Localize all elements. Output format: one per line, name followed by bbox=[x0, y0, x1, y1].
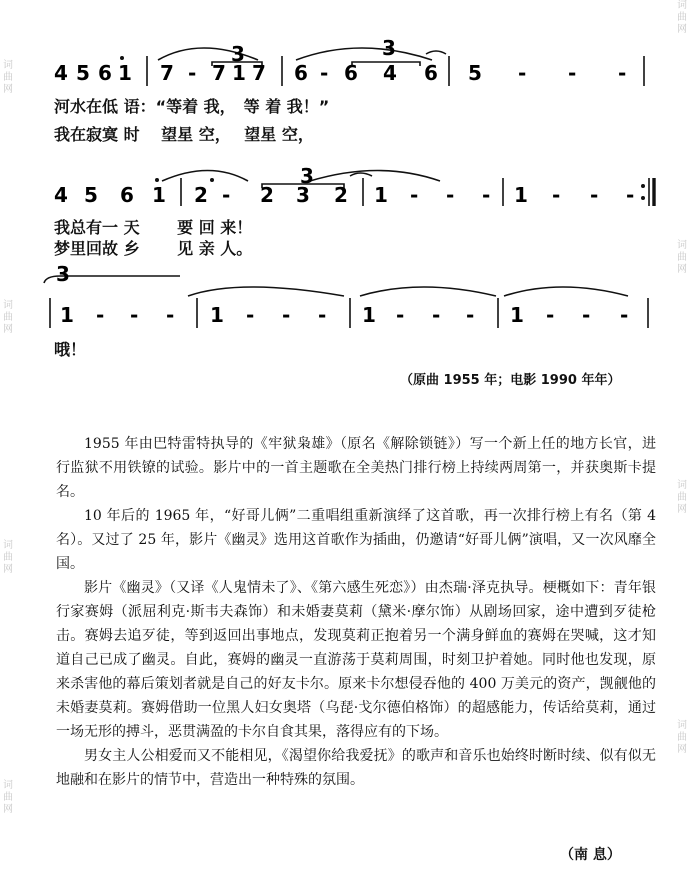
triplet-number: 3 bbox=[231, 42, 245, 66]
note: - bbox=[222, 183, 231, 207]
note: - bbox=[552, 183, 561, 207]
note: - bbox=[446, 183, 455, 207]
paragraph: 10 年后的 1965 年，“好哥儿俩”二重唱组重新演绎了这首歌，再一次排行榜上有名（第 4 名）。又过了 25 年，影片《幽灵》选用这首歌作为插曲，仍邀请“好哥儿俩”演唱，又一次风靡全国。 bbox=[56, 508, 656, 572]
watermark-left-4: 词 曲 网 bbox=[3, 780, 13, 815]
note: - bbox=[626, 183, 635, 207]
slur bbox=[426, 51, 446, 54]
note: - bbox=[188, 61, 197, 85]
high-octave-dot bbox=[120, 56, 124, 60]
lyric-line-2b: 梦里回故 乡 见 亲 人。 bbox=[54, 239, 253, 258]
note: - bbox=[582, 303, 591, 327]
slur bbox=[310, 171, 440, 182]
author-signature: （南 息） bbox=[560, 847, 621, 863]
high-octave-dot bbox=[155, 178, 159, 182]
notes-line-1 bbox=[54, 61, 626, 85]
note: - bbox=[96, 303, 105, 327]
note: - bbox=[432, 303, 441, 327]
lyric-line-3: 哦！ bbox=[54, 340, 87, 359]
notes-line-3 bbox=[60, 303, 628, 327]
note: 1 bbox=[510, 303, 524, 327]
triplet-number: 3 bbox=[300, 164, 314, 188]
score-caption: （原曲 1955 年；电影 1990 年年） bbox=[400, 373, 621, 388]
slur bbox=[360, 287, 496, 296]
note: - bbox=[282, 303, 291, 327]
note: - bbox=[396, 303, 405, 327]
note: 7 bbox=[252, 61, 266, 85]
note: 1 bbox=[374, 183, 388, 207]
triplet-number: 3 bbox=[56, 262, 70, 286]
note: 4 bbox=[383, 61, 397, 85]
note: 6 bbox=[120, 183, 134, 207]
note: - bbox=[410, 183, 419, 207]
slur bbox=[162, 171, 248, 182]
note: - bbox=[320, 61, 329, 85]
note: 1 bbox=[152, 183, 166, 207]
note: 1 bbox=[514, 183, 528, 207]
note: - bbox=[620, 303, 629, 327]
note: - bbox=[546, 303, 555, 327]
note: 6 bbox=[424, 61, 438, 85]
article-body bbox=[56, 432, 656, 792]
note: 7 bbox=[160, 61, 174, 85]
repeat-dot bbox=[641, 196, 645, 200]
note: 1 bbox=[232, 61, 246, 85]
slur bbox=[350, 173, 372, 176]
note: - bbox=[246, 303, 255, 327]
watermark-left-2: 词 曲 网 bbox=[3, 300, 13, 335]
note: 5 bbox=[84, 183, 98, 207]
note: - bbox=[618, 61, 627, 85]
watermark-right-3: 词 曲 网 bbox=[677, 480, 687, 515]
watermark-left-1: 词 曲 网 bbox=[3, 60, 13, 95]
note: 4 bbox=[54, 61, 68, 85]
slur bbox=[504, 287, 628, 296]
note: - bbox=[166, 303, 175, 327]
note: 1 bbox=[118, 61, 132, 85]
notes-line-2 bbox=[54, 183, 634, 207]
note: 6 bbox=[98, 61, 112, 85]
lyric-line-2a: 我总有一 天 要 回 来！ bbox=[54, 218, 253, 237]
slur bbox=[188, 287, 344, 296]
watermark-right-4: 词 曲 网 bbox=[677, 720, 687, 755]
triplet-number: 3 bbox=[382, 36, 396, 60]
note: 1 bbox=[362, 303, 376, 327]
note: 2 bbox=[194, 183, 208, 207]
note: 1 bbox=[60, 303, 74, 327]
watermark-left-3: 词 曲 网 bbox=[3, 540, 13, 575]
lyric-line-1b: 我在寂寞 时 望星 空， 望星 空， bbox=[54, 125, 314, 144]
slur bbox=[296, 48, 432, 60]
note: 2 bbox=[260, 183, 274, 207]
jianpu-score bbox=[0, 0, 690, 360]
note: 2 bbox=[334, 183, 348, 207]
note: - bbox=[130, 303, 139, 327]
note: 4 bbox=[54, 183, 68, 207]
note: 5 bbox=[468, 61, 482, 85]
note: 1 bbox=[210, 303, 224, 327]
note: - bbox=[568, 61, 577, 85]
watermark-right-2: 词 曲 网 bbox=[677, 240, 687, 275]
note: - bbox=[590, 183, 599, 207]
note: 5 bbox=[76, 61, 90, 85]
watermark-right-1: 词 曲 网 bbox=[677, 0, 687, 35]
note: 7 bbox=[212, 61, 226, 85]
note: 6 bbox=[344, 61, 358, 85]
note: - bbox=[482, 183, 491, 207]
note: - bbox=[518, 61, 527, 85]
paragraph: 男女主人公相爱而又不能相见，《渴望你给我爱抚》的歌声和音乐也始终时断时续、似有似无地融和在影片的情节中，营造出一种特殊的氛围。 bbox=[56, 748, 656, 788]
note: 6 bbox=[294, 61, 308, 85]
paragraph: 影片《幽灵》（又译《人鬼情未了》、《第六感生死恋》）由杰瑞·泽克执导。梗概如下：青年银行家赛姆（派屈利克·斯韦夫森饰）和未婚妻莫莉（黛米·摩尔饰）从剧场回家，途中遭到歹徒枪击。赛姆去追歹徒，等到返回出事地点，发现莫莉正抱着另一个满身鲜血的赛姆在哭喊，这才知道自己已成了幽灵。自此，赛姆的幽灵一直游荡于莫莉周围，时刻卫护着她。同时他也发现，原来杀害他的幕后策划者就是自己的好友卡尔。原来卡尔想侵吞他的 400 万美元的资产，觊觎他的未婚妻莫莉。赛姆借助一位黑人妇女奥塔（乌琵·戈尔德伯格饰）的超感能力，传话给莫莉，通过一场无形的搏斗，恶贯满盈的卡尔自食其果，落得应有的下场。 bbox=[56, 580, 656, 740]
note: 3 bbox=[296, 183, 310, 207]
note: - bbox=[318, 303, 327, 327]
lyric-line-1a: 河水在低 语：“等着 我， 等 着 我！” bbox=[54, 97, 330, 116]
high-octave-dot bbox=[210, 178, 214, 182]
note: - bbox=[466, 303, 475, 327]
repeat-dot bbox=[641, 184, 645, 188]
paragraph: 1955 年由巴特雷特执导的《牢狱枭雄》（原名《解除锁链》）写一个新上任的地方长官，进行监狱不用铁镣的试验。影片中的一首主题歌在全美热门排行榜上持续两周第一，并获奥斯卡提名。 bbox=[56, 436, 656, 500]
